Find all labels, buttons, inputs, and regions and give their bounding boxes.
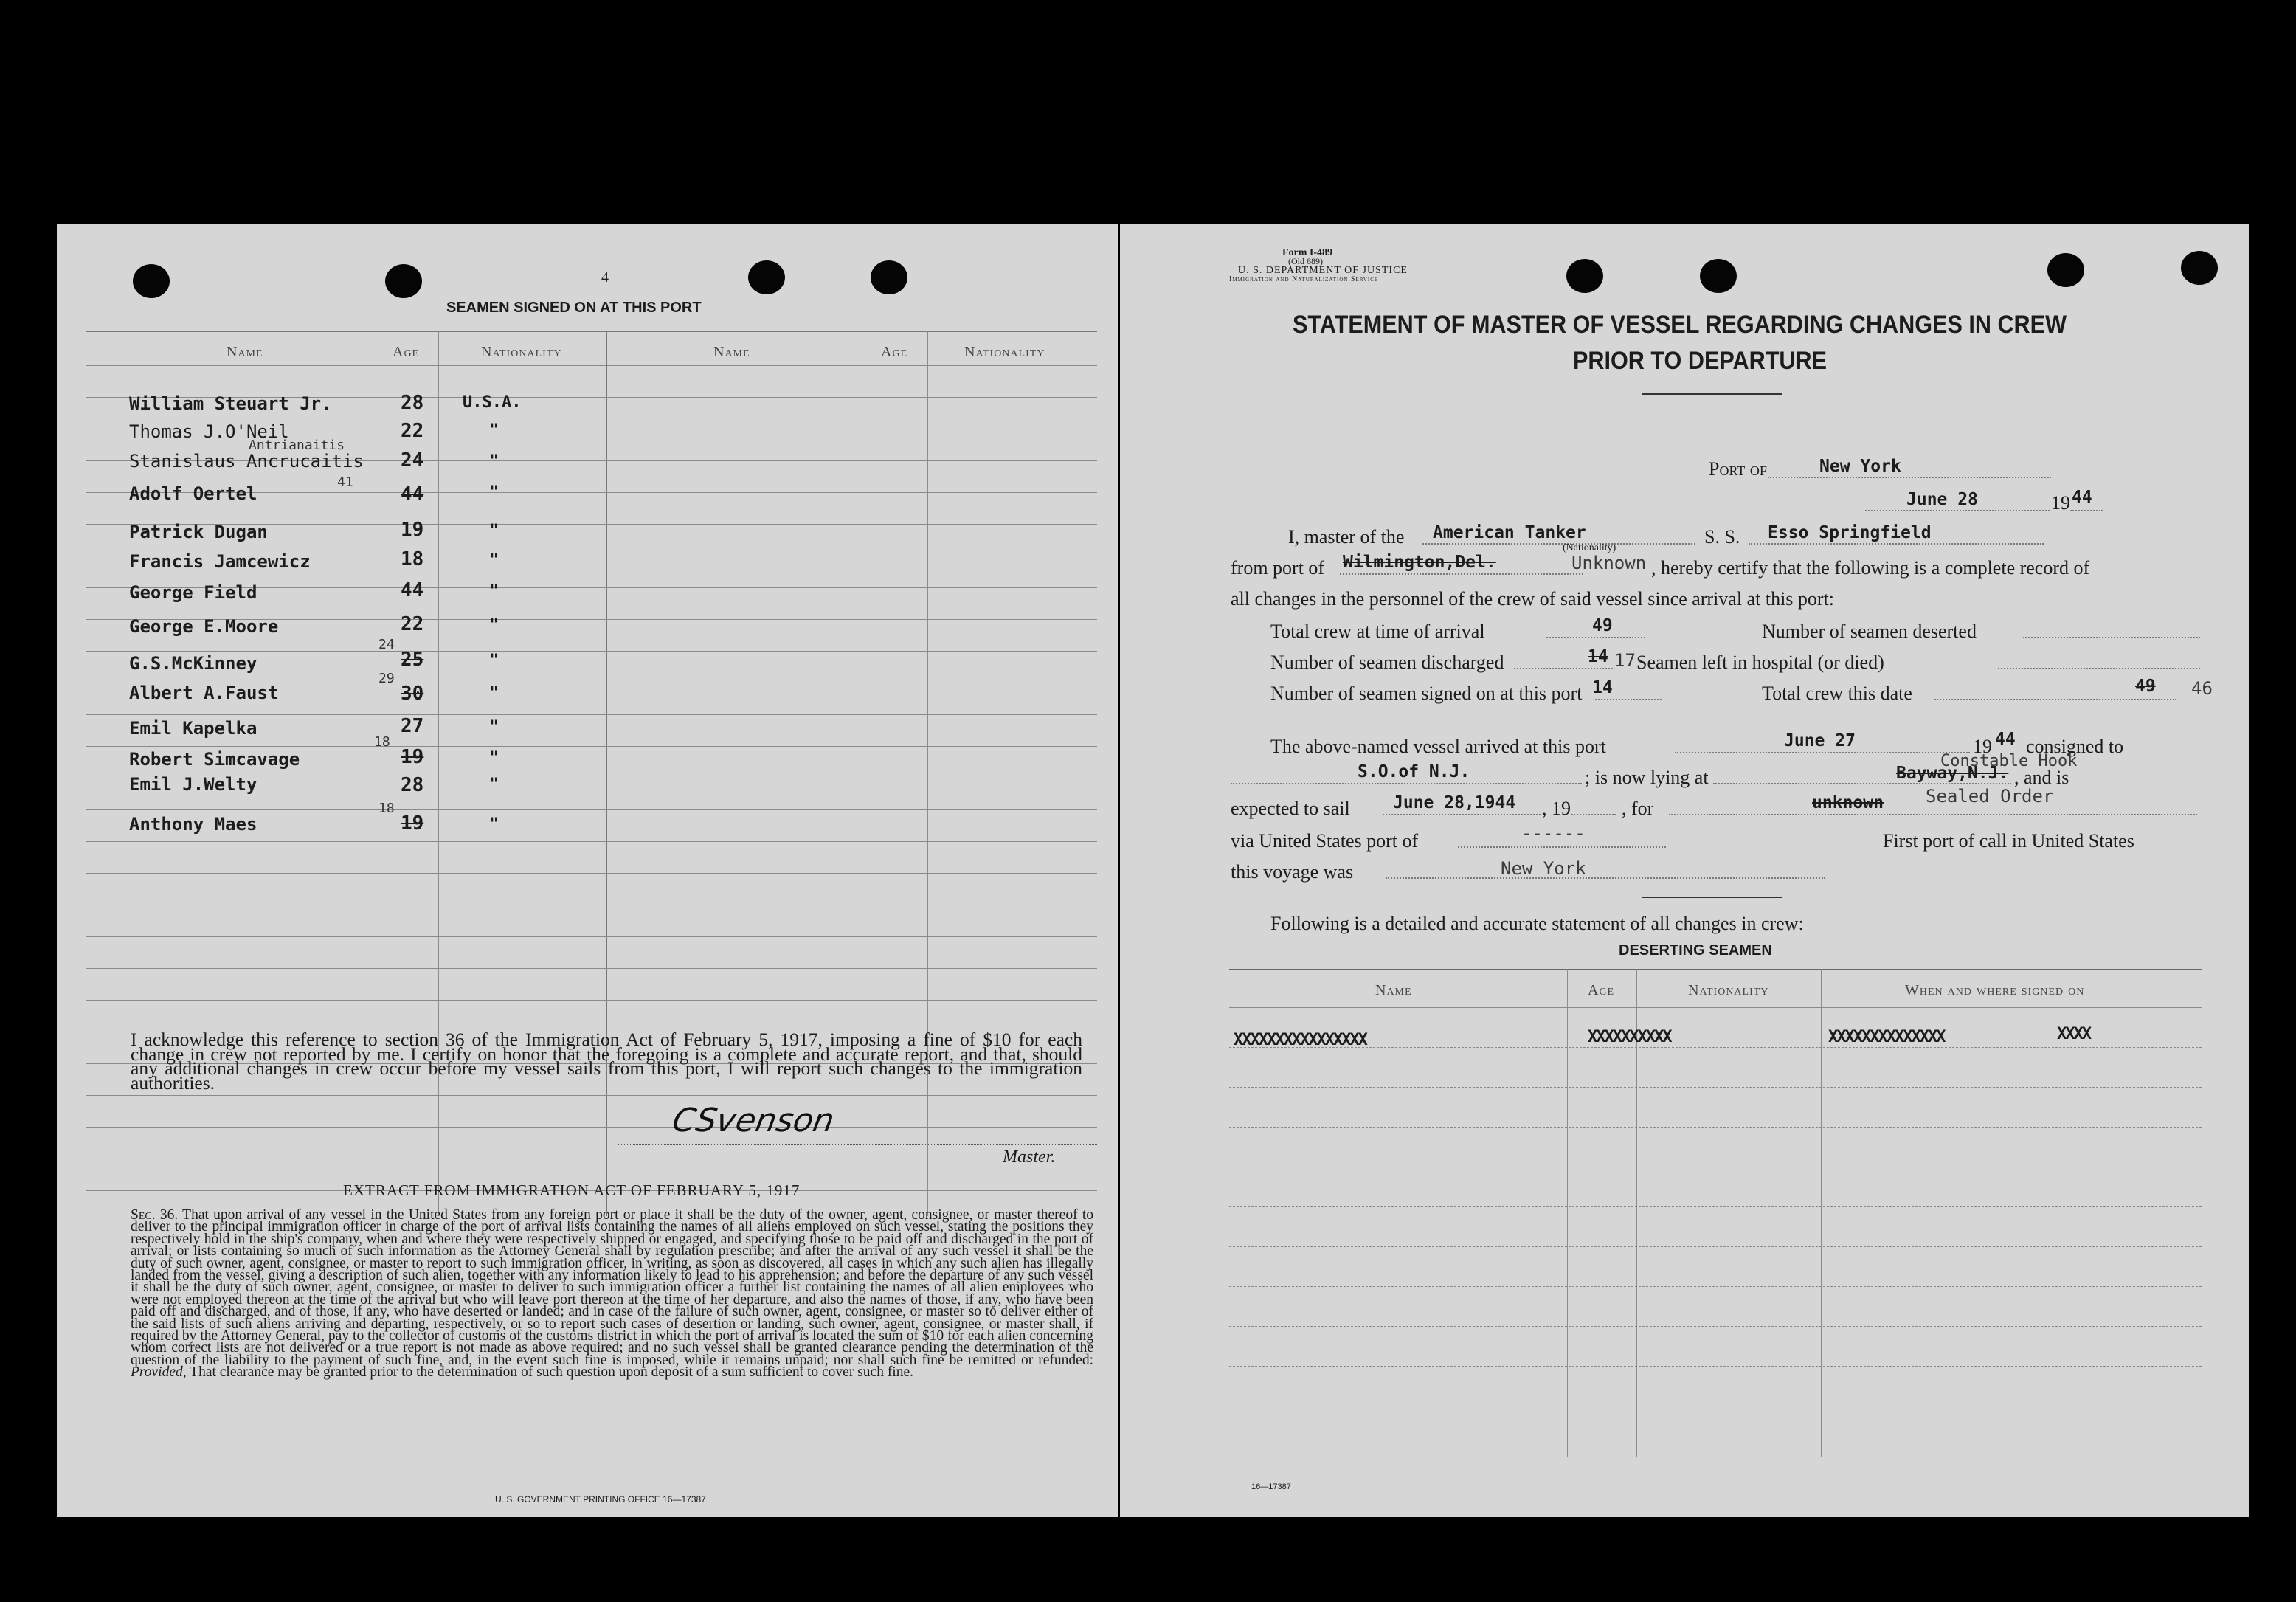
total-this-date-label: Total crew this date [1762, 683, 1912, 704]
arrived-year-prefix: 19 [1973, 736, 1992, 757]
desert-row-where: XXXXXXXXXXXXXX [1828, 1028, 1945, 1046]
seamen-deserted-label: Number of seamen deserted [1762, 621, 1977, 642]
total-crew-arrival-label: Total crew at time of arrival [1270, 621, 1485, 642]
extract-text [131, 1209, 1093, 1379]
pencil-age: 29 [378, 671, 395, 686]
col-name: Name [227, 344, 263, 360]
crew-nationality: " [489, 652, 499, 670]
extract-end: That clearance may be granted prior to the determination of such question upon deposit of a sum sufficient to cover such fine. [190, 1364, 914, 1381]
crew-age: 44 [401, 483, 424, 505]
col-nationality-2: Nationality [964, 344, 1045, 360]
punch-hole [748, 260, 785, 294]
crew-age: 22 [401, 420, 424, 442]
extract-lead: Sec. 36. [131, 1207, 179, 1223]
crew-name: Thomas J.O'Neil [129, 421, 289, 442]
destination: unknown [1812, 793, 1884, 812]
all-changes-text: all changes in the personnel of the crew of said vessel since arrival at this port: [1231, 588, 1835, 610]
crew-name: Stanislaus Ancrucaitis [129, 451, 364, 472]
signed-on-heading: SEAMEN SIGNED ON AT THIS PORT [446, 300, 702, 316]
arrived-date: June 27 [1784, 731, 1856, 750]
crew-name: Robert Simcavage [129, 749, 300, 770]
crew-age: 30 [401, 683, 424, 705]
crew-age: 28 [401, 392, 424, 414]
nationality-caption: (Nationality) [1563, 542, 1616, 553]
crew-name: William Steuart Jr. [129, 393, 332, 414]
signed-on-value: 14 [1592, 678, 1613, 697]
crew-age: 24 [401, 449, 424, 472]
right-page [1120, 224, 2249, 1517]
vessel-nationality: American Tanker [1433, 523, 1586, 542]
crew-name: G.S.McKinney [129, 653, 257, 674]
pencil-correction: Antrianaitis [249, 438, 345, 453]
arrived-year: 44 [1995, 730, 2016, 749]
crew-name: George Field [129, 582, 257, 603]
crew-age: 44 [401, 579, 424, 601]
certify-text: , hereby certify that the following is a complete record of [1651, 557, 2090, 579]
punch-hole [2047, 253, 2084, 287]
punch-hole [385, 264, 422, 298]
form-old-number: (Old 689) [1288, 256, 1323, 266]
following-text: Following is a detailed and accurate statement of all changes in crew: [1270, 913, 1804, 934]
crew-nationality: " [489, 815, 499, 834]
desert-row-extra: XXXX [2057, 1025, 2090, 1043]
crew-name: Patrick Dugan [129, 522, 268, 542]
lying-at-correction: Constable Hook [1940, 752, 2078, 770]
col-nationality: Nationality [481, 344, 562, 360]
seamen-discharged-label: Number of seamen discharged [1270, 652, 1504, 673]
crew-nationality: " [489, 749, 499, 767]
crew-nationality: " [489, 718, 499, 736]
port-value: New York [1819, 457, 1901, 476]
total-crew-arrival-value: 49 [1592, 616, 1613, 635]
via-value: ------ [1521, 823, 1586, 843]
from-port-label: from port of [1231, 557, 1325, 579]
total-this-date-value: 49 [2135, 677, 2156, 696]
expected-text: expected to sail [1231, 798, 1350, 819]
via-text: via United States port of [1231, 830, 1419, 852]
punch-hole [133, 264, 170, 298]
destination-correction: Sealed Order [1926, 786, 2054, 807]
from-port-correction: Unknown [1571, 553, 1647, 573]
crew-age: 25 [401, 649, 424, 671]
total-this-date-correction: 46 [2191, 678, 2213, 699]
pencil-age: 24 [378, 637, 395, 652]
col-name-2: Name [713, 344, 750, 360]
punch-hole [1566, 259, 1603, 293]
year-value: 44 [2072, 488, 2092, 507]
sail-date: June 28,1944 [1393, 793, 1516, 812]
pencil-age: 18 [378, 801, 395, 816]
desert-col-name: Name [1375, 982, 1412, 998]
crew-nationality: " [489, 421, 499, 440]
master-of-label: I, master of the [1288, 526, 1405, 548]
year-prefix: 19 [2051, 492, 2070, 514]
crew-name: Anthony Maes [129, 814, 257, 835]
seamen-discharged-correction: 17 [1614, 650, 1636, 671]
consignee: S.O.of N.J. [1358, 762, 1470, 781]
desert-col-nationality: Nationality [1688, 982, 1769, 998]
year-suffix: , 19 [1542, 798, 1571, 819]
crew-name: Emil J.Welty [129, 774, 257, 795]
crew-age: 18 [401, 548, 424, 570]
crew-name: Emil Kapelka [129, 718, 257, 739]
master-signature: CSvenson [669, 1102, 837, 1139]
punch-hole [1700, 259, 1737, 293]
this-voyage-text: this voyage was [1231, 861, 1354, 883]
port-label: Port of [1709, 458, 1767, 480]
col-age-2: Age [881, 344, 908, 360]
first-port-value: New York [1501, 858, 1586, 879]
crew-age: 19 [401, 519, 424, 541]
crew-name: George E.Moore [129, 616, 279, 637]
and-is-text: , and is [2014, 767, 2069, 788]
arrived-text: The above-named vessel arrived at this port [1270, 736, 1606, 757]
crew-name: Adolf Oertel [129, 483, 257, 504]
printer-imprint-right: 16—17387 [1251, 1482, 1291, 1491]
form-title-2: PRIOR TO DEPARTURE [1573, 347, 1827, 375]
extract-title: EXTRACT FROM IMMIGRATION ACT OF FEBRUARY 5, 1917 [343, 1181, 801, 1199]
master-label: Master. [1003, 1147, 1056, 1167]
desert-col-signed-on: When and where signed on [1905, 982, 2085, 998]
form-title: STATEMENT OF MASTER OF VESSEL REGARDING CHANGES IN CREW [1293, 311, 2067, 339]
crew-nationality: " [489, 684, 499, 702]
desert-row-name: XXXXXXXXXXXXXXXX [1234, 1031, 1366, 1049]
crew-name: Francis Jamcewicz [129, 551, 311, 572]
crew-nationality: " [489, 452, 499, 471]
punch-hole [2181, 251, 2218, 285]
crew-nationality: " [489, 776, 499, 794]
hospital-label: Seamen left in hospital (or died) [1636, 652, 1884, 673]
acknowledgement-text: I acknowledge this reference to section 36 of the Immigration Act of February 5, 1917, imposing a fine of $10 for each change in crew not reported by me. I certify on honor that the foregoing is a complete and accurate report, and that, should any additional changes in crew occur before my vessel sails from this port, I will report such changes to the immigration authorities. [131, 1029, 1082, 1094]
crew-nationality: " [489, 551, 499, 570]
seamen-discharged-value: 14 [1588, 647, 1608, 666]
crew-age: 22 [401, 613, 424, 635]
service: Immigration and Naturalization Service [1229, 275, 1379, 283]
desert-col-age: Age [1588, 982, 1615, 998]
crew-nationality: " [489, 522, 499, 540]
printer-imprint: U. S. GOVERNMENT PRINTING OFFICE 16—17387 [495, 1494, 706, 1505]
lying-text: ; is now lying at [1585, 767, 1709, 788]
pencil-age: 18 [374, 734, 390, 750]
crew-nationality: " [489, 616, 499, 635]
department: U. S. DEPARTMENT OF JUSTICE [1238, 265, 1408, 276]
crew-age: 19 [401, 812, 424, 835]
crew-name: Albert A.Faust [129, 683, 279, 703]
crew-nationality: " [489, 483, 499, 502]
crew-age: 28 [401, 774, 424, 796]
from-port-value: Wilmington,Del. [1343, 553, 1496, 572]
desert-row-age: XXXXXXXXXX [1588, 1028, 1671, 1046]
for-text: , for [1622, 798, 1654, 819]
crew-nationality: " [489, 582, 499, 601]
signed-on-label: Number of seamen signed on at this port [1270, 683, 1583, 704]
crew-age: 19 [401, 746, 424, 768]
deserting-heading: DESERTING SEAMEN [1619, 942, 1772, 959]
form-number: Form I-489 [1282, 247, 1333, 258]
punch-hole [871, 260, 907, 294]
ss-label: S. S. [1704, 526, 1740, 548]
first-port-text: First port of call in United States [1883, 830, 2134, 852]
crew-nationality: U.S.A. [463, 393, 522, 412]
vessel-name: Esso Springfield [1768, 523, 1932, 542]
page-number: 4 [601, 269, 609, 286]
pencil-age: 41 [337, 474, 353, 490]
col-age: Age [393, 344, 420, 360]
left-page [57, 224, 1118, 1517]
date-value: June 28 [1906, 490, 1978, 509]
extract-body: That upon arrival of any vessel in the United States from any foreign port or place it shall be the duty of the owner, agent, consignee, or master thereof to deliver to the principal immigration officer in charge of the port of arrival lists containing the names of all aliens employed on such vessel, stating the positions they respectively hold in the ship's company, when and where they were respectively shipped or engaged, and specifying those to be paid off and discharged in the port of arrival; or lists containing so much of such information as the Attorney General shall by regulation prescribe; and after the arrival of any such vessel it shall be the duty of such owner, agent, consignee, or master to report to such immigration officer, in writing, as soon as discovered, all cases in which any such alien has illegally landed from the vessel, giving a description of such alien, together with any information likely to lead to his apprehension; and before the departure of any such vessel it shall be the duty of such owner, agent, consignee, or master to deliver to such immigration officer a further list containing the names of all alien employees who were not employed thereon at the time of the arrival but who will leave port thereon at the time of her departure, and also the names of those, if any, who have been paid off and discharged, and of those, if any, who have deserted or landed; and in case of the failure of such owner, agent, consignee, or master so to deliver either of the said lists of such aliens arriving and departing, respectively, or so to report such cases of desertion or landing, such owner, agent, consignee, or master shall, if required by the Attorney General, pay to the collector of customs of the customs district in which the port of arrival is located the sum of $10 for each alien concerning whom correct lists are not delivered or a true report is not made as above required; and no such vessel shall be granted clearance pending the determination of the question of the liability to the payment of such fine, and, in the event such fine is imposed, while it remains unpaid; nor shall such fine be remitted or refunded: [131, 1207, 1093, 1368]
extract-proviso: Provided, [131, 1364, 187, 1381]
consigned-text: consigned to [2026, 736, 2124, 757]
lying-at: Bayway,N.J. [1896, 764, 2009, 783]
crew-age: 27 [401, 715, 424, 737]
